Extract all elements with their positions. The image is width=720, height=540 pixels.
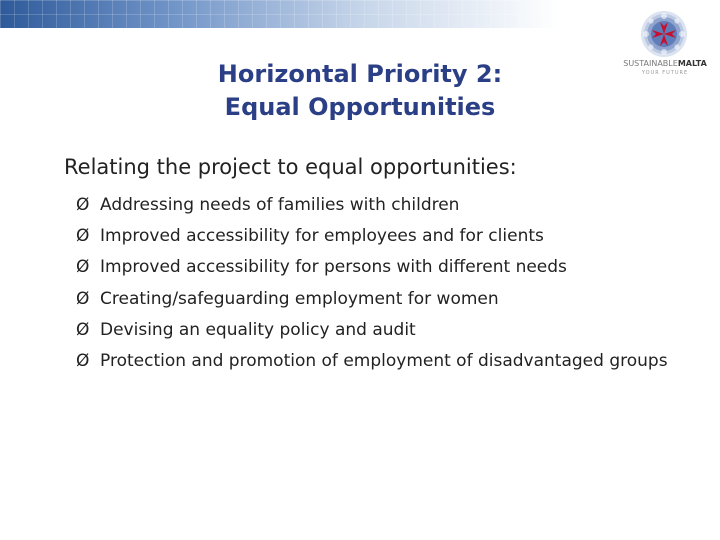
bullet-item bbox=[76, 223, 696, 250]
bullet-item bbox=[76, 317, 696, 344]
malta-cross-logo-icon bbox=[640, 10, 688, 58]
header-banner-pattern bbox=[0, 0, 560, 28]
bullet-item bbox=[76, 286, 696, 313]
arrow-bullet-icon: Ø bbox=[76, 319, 90, 340]
bullet-item bbox=[76, 254, 696, 281]
slide-title bbox=[150, 58, 570, 124]
arrow-bullet-icon: Ø bbox=[76, 226, 90, 247]
slide-title-line-1: Horizontal Priority 2: bbox=[217, 60, 503, 88]
bullet-text: Devising an equality policy and audit bbox=[100, 319, 416, 340]
bullet-item bbox=[76, 192, 696, 219]
bullet-text: Addressing needs of families with children bbox=[100, 195, 460, 215]
arrow-bullet-icon: Ø bbox=[76, 257, 90, 278]
logo-tagline: YOUR FUTURE bbox=[641, 70, 689, 76]
sustainable-malta-logo bbox=[620, 10, 710, 80]
arrow-bullet-icon: Ø bbox=[76, 195, 90, 215]
arrow-bullet-icon: Ø bbox=[76, 350, 90, 371]
bullet-text: Improved accessibility for persons with different needs bbox=[100, 257, 567, 278]
bullet-item bbox=[76, 348, 696, 375]
slide-title-line-2: Equal Opportunities bbox=[224, 93, 496, 121]
bullet-text: Creating/safeguarding employment for women bbox=[100, 288, 499, 309]
arrow-bullet-icon: Ø bbox=[76, 288, 90, 309]
bullet-list bbox=[76, 192, 696, 379]
intro-text: Relating the project to equal opportunities: bbox=[64, 155, 517, 179]
logo-name bbox=[620, 59, 710, 69]
logo-name-part-1: SUSTAINABLE bbox=[623, 59, 678, 68]
bullet-text: Protection and promotion of employment of disadvantaged groups bbox=[100, 350, 668, 371]
bullet-text: Improved accessibility for employees and for clients bbox=[100, 226, 544, 247]
logo-name-part-2: MALTA bbox=[677, 59, 707, 68]
